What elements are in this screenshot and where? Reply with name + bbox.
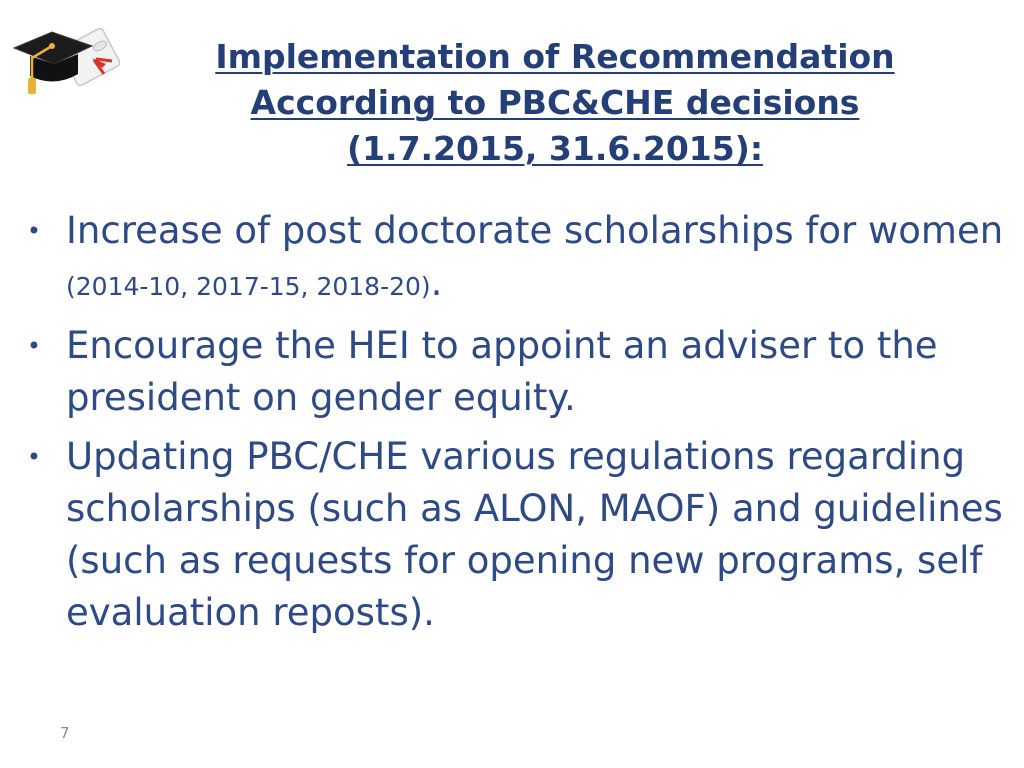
bullet-text: Encourage the HEI to appoint an adviser to the president on gender equity. — [66, 324, 938, 419]
bullet-list — [24, 205, 1004, 646]
slide-title — [130, 34, 980, 172]
title-line-3: (1.7.2015, 31.6.2015): — [346, 129, 764, 168]
bullet-text: Updating PBC/CHE various regulations regarding scholarships (such as ALON, MAOF) and guidelines (such as requests for opening new programs, self evaluation reposts). — [66, 435, 1003, 634]
graduation-cap-diploma-icon — [8, 18, 120, 98]
title-line-1: Implementation of Recommendation — [215, 37, 895, 76]
bullet-icon: • — [26, 217, 42, 245]
bullet-item — [24, 205, 1004, 313]
bullet-item — [24, 431, 1004, 639]
bullet-end: . — [430, 261, 443, 304]
bullet-icon: • — [26, 332, 42, 360]
bullet-years: (2014-10, 2017-15, 2018-20) — [66, 272, 431, 301]
bullet-icon: • — [26, 443, 42, 471]
bullet-text: Increase of post doctorate scholarships for women — [66, 209, 1004, 252]
page-number: 7 — [60, 724, 70, 742]
title-line-2: According to PBC&CHE decisions — [250, 83, 860, 122]
bullet-item — [24, 320, 1004, 424]
